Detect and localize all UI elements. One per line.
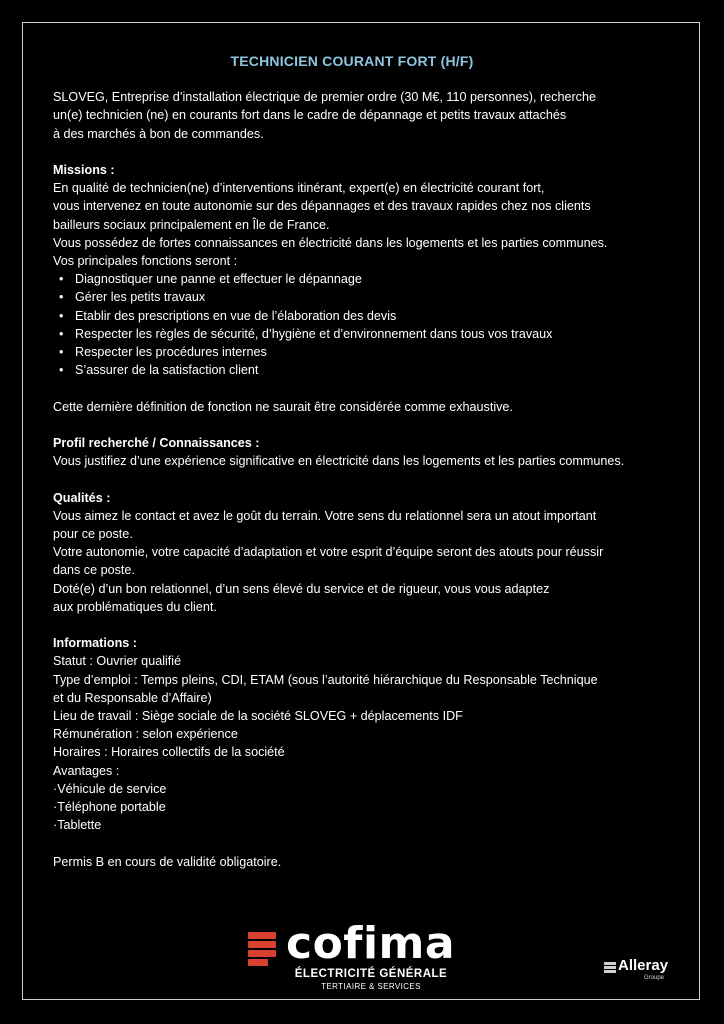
info-line: ·Tablette [53,818,102,833]
qualites-line: Votre autonomie, votre capacité d’adaptation et votre esprit d’équipe seront des atouts pour réussir [53,545,604,560]
info-line: ·Véhicule de service [53,781,167,796]
qualites-line: Vous aimez le contact et avez le goût du terrain. Votre sens du relationnel sera un atout important [53,508,597,523]
page-title: TECHNICIEN COURANT FORT (H/F) [230,53,474,69]
cofima-subtagline: TERTIAIRE & SERVICES [321,982,421,991]
info-line: ·Téléphone portable [53,800,166,815]
missions-heading: Missions : [53,163,115,177]
intro-line: à des marchés à bon de commandes. [53,126,264,141]
info-line: Lieu de travail : Siège sociale de la société SLOVEG + déplacements IDF [53,709,463,724]
intro-line: SLOVEG, Entreprise d’installation électrique de premier ordre (30 M€, 110 personnes), recherche [53,90,596,105]
profil-heading: Profil recherché / Connaissances : [53,436,260,451]
qualites-heading: Qualités : [53,490,111,505]
info-line: Rémunération : selon expérience [53,727,238,742]
qualites-line: pour ce poste. [53,527,133,542]
qualites-line: dans ce poste. [53,563,135,578]
job-posting [53,52,683,871]
profil-section [53,434,683,470]
missions-line: Vous possédez de fortes connaissances en électricité dans les logements et les parties communes. [53,235,608,250]
missions-list [53,270,683,379]
list-item: • Respecter les règles de sécurité, d’hygiène et d’environnement dans tous vos travaux [75,325,683,343]
list-item: • S’assurer de la satisfaction client [75,361,683,379]
info-line: Horaires : Horaires collectifs de la société [53,745,285,760]
qualites-line: Doté(e) d’un bon relationnel, d’un sens élevé du service et de rigueur, vous vous adaptez [53,581,550,596]
info-line: Statut : Ouvrier qualifié [53,654,182,669]
alleray-logo [604,958,686,988]
info-line: Avantages : [53,763,120,778]
informations-section [53,634,683,871]
permis-line: Permis B en cours de validité obligatoire. [53,854,282,869]
missions-line: vous intervenez en toute autonomie sur des dépannages et des travaux rapides chez nos clients [53,199,591,214]
qualites-line: aux problématiques du client. [53,599,217,614]
qualites-section [53,489,683,616]
info-line: et du Responsable d’Affaire) [53,690,212,705]
missions-line: bailleurs sociaux principalement en Île de France. [53,217,330,232]
intro-paragraph [53,88,683,143]
list-item: • Etablir des prescriptions en vue de l’élaboration des devis [75,307,683,325]
info-line: Type d’emploi : Temps pleins, CDI, ETAM (sous l’autorité hiérarchique du Responsable Technique [53,672,598,687]
alleray-wordmark: Alleray [618,957,669,974]
cofima-wordmark: cofima [286,918,456,969]
missions-section [53,161,683,416]
list-item: • Diagnostiquer une panne et effectuer le dépannage [75,270,683,288]
list-item: • Gérer les petits travaux [75,288,683,306]
missions-line: Vos principales fonctions seront : [53,254,238,269]
cofima-logo [248,918,478,996]
alleray-group-label: Groupe [644,975,665,981]
missions-line: En qualité de technicien(ne) d’interventions itinérant, expert(e) en électricité courant fort, [53,181,545,196]
missions-note: Cette dernière définition de fonction ne saurait être considérée comme exhaustive. [53,399,513,414]
alleray-stripes-icon [604,962,616,974]
profil-line: Vous justifiez d’une expérience significative en électricité dans les logements et les parties communes. [53,454,625,469]
cofima-tagline: ÉLECTRICITÉ GÉNÉRALE [294,968,448,980]
cofima-stripes-icon [248,932,276,964]
intro-line: un(e) technicien (ne) en courants fort dans le cadre de dépannage et petits travaux attachés [53,108,567,123]
list-item: • Respecter les procédures internes [75,343,683,361]
informations-heading: Informations : [53,636,137,651]
